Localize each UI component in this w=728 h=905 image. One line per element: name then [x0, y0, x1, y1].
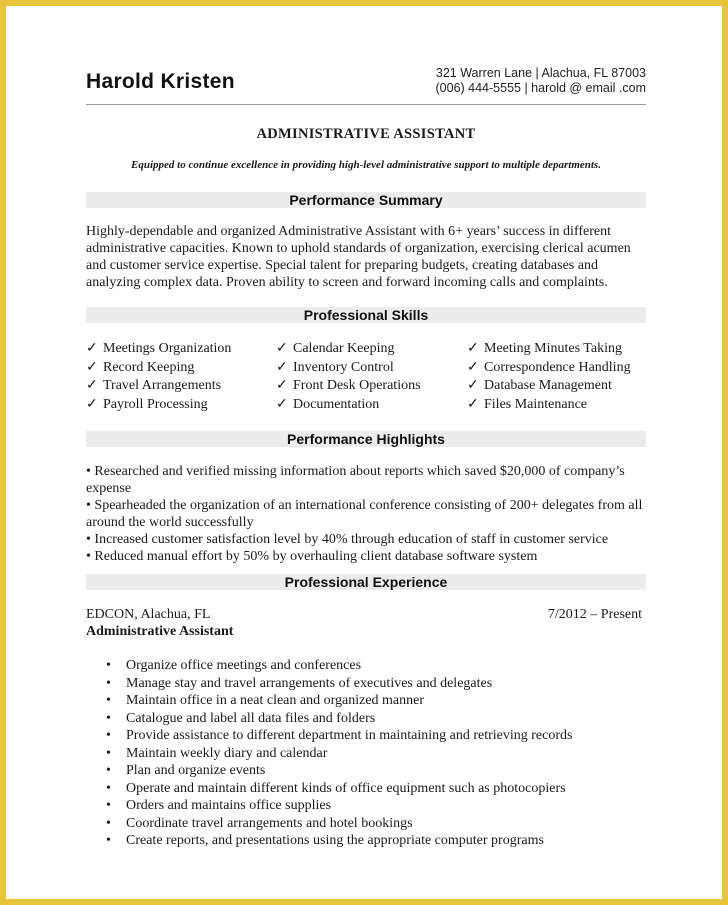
bullet-icon: • — [106, 658, 111, 673]
skill-label: Meetings Organization — [103, 341, 232, 356]
skill-item — [86, 340, 276, 359]
section-heading-experience: Professional Experience — [86, 574, 646, 590]
duty-item — [106, 710, 572, 728]
skill-label: Documentation — [293, 396, 380, 412]
checkmark-icon: ✓ — [276, 359, 288, 375]
duty-item — [106, 727, 573, 745]
checkmark-icon: ✓ — [467, 359, 479, 375]
phone-email-line: (006) 444-5555 | harold @ email .com — [435, 81, 646, 95]
highlight-item: • Reduced manual effort by 50% by overhauling client database software system — [86, 549, 538, 564]
duty-item — [106, 780, 572, 798]
duty-item — [106, 657, 572, 675]
checkmark-icon: ✓ — [276, 378, 288, 393]
checkmark-icon: ✓ — [86, 378, 98, 393]
bullet-icon: • — [106, 675, 111, 691]
tagline: Equipped to continue excellence in providing high-level administrative support to multiple departments. — [131, 159, 601, 171]
skill-item — [467, 359, 656, 378]
resume-page — [6, 6, 722, 899]
duty-text: Organize office meetings and conferences — [126, 658, 362, 673]
duty-item — [106, 745, 572, 763]
duty-item — [106, 815, 572, 833]
summary-text: Highly-dependable and organized Administrative Assistant with 6+ years’ success in different administrative capacities. Known to uphold standards of organization, exercising clerical acumen and customer service expertise. Special talent for preparing budgets, creating databases and analyzing complex data. Proven ability to screen and forward incoming calls and complaints. — [86, 224, 631, 290]
skill-item — [276, 359, 467, 378]
skill-label: Inventory Control — [293, 359, 394, 375]
skill-label: Travel Arrangements — [103, 378, 222, 393]
skill-item — [86, 377, 276, 396]
duty-text: Maintain weekly diary and calendar — [126, 745, 328, 761]
bullet-icon: • — [106, 745, 111, 761]
duty-text: Orders and maintains office supplies — [126, 798, 332, 813]
header-divider — [86, 104, 646, 105]
skill-item — [86, 359, 276, 378]
skill-item — [467, 377, 656, 396]
highlight-item: • Researched and verified missing information about reports which saved $20,000 of company’s expense — [86, 464, 625, 496]
duty-item — [106, 692, 572, 710]
checkmark-icon: ✓ — [467, 341, 479, 356]
duty-item — [106, 797, 572, 815]
duty-text: Plan and organize events — [126, 763, 266, 778]
job-title: ADMINISTRATIVE ASSISTANT — [256, 126, 476, 142]
bullet-icon: • — [106, 763, 111, 778]
section-heading-highlights: Performance Highlights — [86, 431, 646, 447]
duty-text: Create reports, and presentations using the appropriate computer programs — [126, 833, 544, 848]
duty-text: Manage stay and travel arrangements of executives and delegates — [126, 675, 493, 691]
skill-item — [467, 340, 656, 359]
address-line: 321 Warren Lane | Alachua, FL 87003 — [435, 66, 646, 80]
skill-item — [86, 396, 276, 415]
skill-item — [276, 396, 467, 415]
section-heading-skills: Professional Skills — [86, 307, 646, 323]
duty-item — [106, 832, 572, 850]
skill-label: Files Maintenance — [484, 396, 588, 412]
experience-header — [86, 606, 642, 640]
duty-text: Coordinate travel arrangements and hotel bookings — [126, 815, 413, 831]
skill-label: Payroll Processing — [103, 396, 208, 412]
duty-text: Maintain office in a neat clean and organized manner — [126, 693, 425, 708]
employment-dates: 7/2012 – Present — [547, 607, 642, 622]
company-name: EDCON, Alachua, FL — [86, 607, 211, 622]
duty-item — [106, 675, 572, 693]
checkmark-icon: ✓ — [276, 396, 288, 412]
checkmark-icon: ✓ — [467, 396, 479, 412]
skill-label: Meeting Minutes Taking — [484, 341, 622, 356]
checkmark-icon: ✓ — [86, 341, 98, 356]
skill-label: Database Management — [484, 378, 612, 393]
section-heading-summary: Performance Summary — [86, 192, 646, 208]
candidate-name: Harold Kristen — [86, 70, 235, 93]
skill-label: Front Desk Operations — [293, 378, 421, 393]
highlight-item: • Spearheaded the organization of an international conference consisting of 200+ delegates from all around the world successfully — [86, 498, 643, 530]
duty-item — [106, 762, 572, 780]
skill-label: Calendar Keeping — [293, 341, 395, 356]
skills-grid — [86, 340, 656, 414]
contact-info — [436, 66, 647, 96]
skill-item — [276, 340, 467, 359]
skill-label: Record Keeping — [103, 359, 195, 375]
bullet-icon: • — [106, 780, 111, 796]
duties-list — [106, 657, 573, 850]
bullet-icon: • — [106, 728, 111, 743]
duty-text: Catalogue and label all data files and folders — [126, 710, 376, 726]
skill-item — [276, 377, 467, 396]
checkmark-icon: ✓ — [86, 359, 98, 375]
duty-text: Operate and maintain different kinds of office equipment such as photocopiers — [126, 780, 566, 796]
highlight-item: • Increased customer satisfaction level by 40% through education of staff in customer service — [86, 532, 609, 547]
bullet-icon: • — [106, 710, 111, 726]
checkmark-icon: ✓ — [86, 396, 98, 412]
role-title: Administrative Assistant — [86, 624, 234, 639]
skill-item — [467, 396, 656, 415]
bullet-icon: • — [106, 833, 111, 848]
skill-label: Correspondence Handling — [484, 359, 631, 375]
checkmark-icon: ✓ — [467, 378, 479, 393]
highlights-list — [86, 463, 650, 565]
checkmark-icon: ✓ — [276, 341, 288, 356]
bullet-icon: • — [106, 693, 111, 708]
bullet-icon: • — [106, 815, 111, 831]
duty-text: Provide assistance to different department in maintaining and retrieving records — [126, 728, 573, 743]
bullet-icon: • — [106, 798, 111, 813]
